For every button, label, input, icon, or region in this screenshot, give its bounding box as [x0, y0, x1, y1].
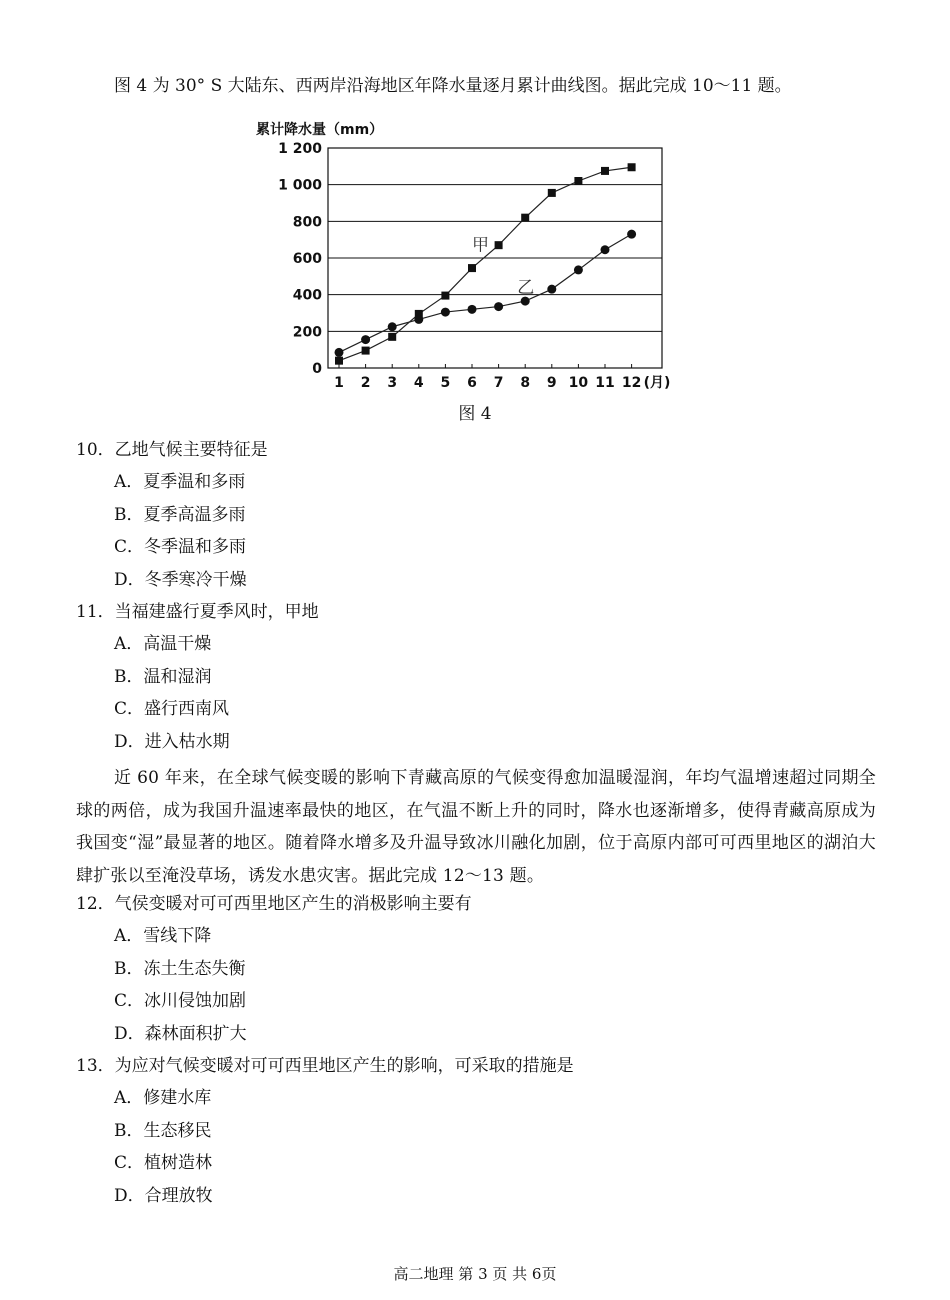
x-axis-label: (月) [643, 375, 671, 391]
y-tick-label: 1 000 [278, 177, 322, 194]
data-point-circle [521, 297, 530, 306]
y-tick-labels [278, 141, 322, 377]
q11-option-c: C．盛行西南风 [114, 699, 230, 719]
x-tick-label: 6 [467, 375, 477, 391]
data-point-square [521, 214, 529, 222]
data-point-circle [601, 245, 610, 254]
data-point-square [548, 189, 556, 197]
chart-grid [328, 148, 662, 368]
data-point-circle [388, 322, 397, 331]
y-tick-label: 400 [292, 287, 322, 304]
data-point-circle [627, 230, 636, 239]
y-tick-label: 800 [292, 214, 322, 231]
q11-option-d: D．进入枯水期 [114, 732, 230, 752]
data-point-square [335, 357, 343, 365]
cumulative-precipitation-chart [248, 116, 708, 401]
q13-option-c: C．植树造林 [114, 1153, 213, 1173]
series-label-jia: 甲 [472, 235, 489, 256]
x-tick-label: 12 [621, 375, 642, 391]
data-point-circle [361, 335, 370, 344]
x-tick-label: 10 [568, 375, 589, 391]
data-point-circle [494, 302, 503, 311]
series-label-yi: 乙 [517, 277, 535, 298]
data-point-square [388, 333, 396, 341]
data-point-circle [547, 285, 556, 294]
figure-caption: 图 4 [458, 404, 492, 424]
passage-text: 近 60 年来，在全球气候变暖的影响下青藏高原的气候变得愈加温暖湿润，年均气温增速超过同期全球的两倍，成为我国升温速率最快的地区，在气温不断上升的同时，降水也逐渐增多，使得青藏高原成为我国变“湿”最显著的地区。随着降水增多及升温导致冰川融化加剧，位于高原内部可可西里地区的湖泊大肆扩张以至淹没草场，诱发水患灾害。据此完成 12～13 题。 [76, 768, 876, 886]
q12-option-a: A．雪线下降 [114, 926, 212, 946]
question-12-stem: 12．气侯变暖对可可西里地区产生的消极影响主要有 [76, 894, 472, 914]
data-point-square [628, 163, 636, 171]
q10-option-c: C．冬季温和多雨 [114, 537, 247, 557]
q10-option-a: A．夏季温和多雨 [114, 472, 246, 492]
y-axis-label: 累计降水量（mm） [256, 122, 384, 138]
chart-series [335, 163, 637, 364]
question-13-stem: 13．为应对气候变暖对可可西里地区产生的影响，可采取的措施是 [76, 1056, 574, 1076]
y-tick-label: 0 [312, 361, 322, 377]
q10-option-d: D．冬季寒冷干燥 [114, 570, 247, 590]
data-point-square [574, 177, 582, 185]
question-10-stem: 10．乙地气候主要特征是 [76, 440, 268, 460]
data-point-square [495, 241, 503, 249]
data-point-circle [468, 305, 477, 314]
data-point-square [441, 292, 449, 300]
q13-option-a: A．修建水库 [114, 1088, 212, 1108]
question-11-stem: 11．当福建盛行夏季风时，甲地 [76, 602, 319, 622]
y-tick-label: 600 [292, 251, 322, 267]
page-footer: 高二地理 第 3 页 共 6页 [393, 1265, 557, 1283]
intro-text: 图 4 为 30° S 大陆东、西两岸沿海地区年降水量逐月累计曲线图。据此完成 10～11 题。 [114, 76, 792, 96]
x-tick-label: 8 [520, 375, 531, 391]
data-point-square [468, 264, 476, 272]
q13-option-b: B．生态移民 [114, 1121, 212, 1141]
y-tick-label: 200 [292, 324, 322, 341]
q11-option-b: B．温和湿润 [114, 667, 212, 687]
y-tick-label: 1 200 [278, 141, 322, 157]
x-tick-label: 3 [387, 375, 398, 391]
q12-option-c: C．冰川侵蚀加剧 [114, 991, 247, 1011]
data-point-circle [574, 265, 583, 274]
x-tick-label: 9 [546, 375, 557, 391]
x-tick-label: 5 [440, 375, 451, 391]
x-tick-label: 2 [360, 375, 371, 391]
x-tick-label: 1 [334, 375, 344, 391]
x-tick-label: 7 [493, 375, 504, 391]
data-point-circle [414, 315, 423, 324]
x-tick-label: 11 [595, 375, 615, 391]
data-point-square [362, 347, 370, 355]
data-point-circle [441, 308, 450, 317]
q12-option-b: B．冻土生态失衡 [114, 959, 246, 979]
q12-option-d: D．森林面积扩大 [114, 1024, 247, 1044]
x-tick-label: 4 [413, 375, 424, 391]
q11-option-a: A．高温干燥 [114, 634, 212, 654]
data-point-circle [335, 348, 344, 357]
q13-option-d: D．合理放牧 [114, 1186, 213, 1206]
q10-option-b: B．夏季高温多雨 [114, 505, 246, 525]
data-point-square [601, 167, 609, 175]
